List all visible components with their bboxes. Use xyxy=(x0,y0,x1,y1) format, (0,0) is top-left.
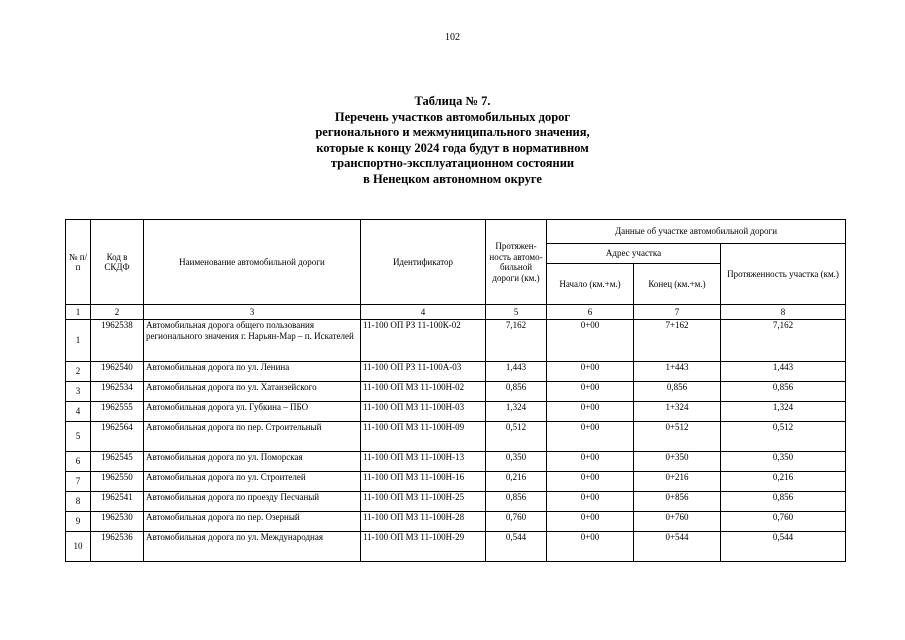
table-row xyxy=(66,492,846,512)
start-cell: 0+00 xyxy=(547,382,634,402)
table-row xyxy=(66,512,846,532)
start-cell: 0+00 xyxy=(547,532,634,562)
road-name-cell: Автомобильная дорога по ул. Хатанзейского xyxy=(144,382,361,402)
header-identifier: Идентификатор xyxy=(361,220,486,305)
table-row xyxy=(66,472,846,492)
column-number-row xyxy=(66,305,846,320)
column-number: 2 xyxy=(91,305,144,320)
row-number-cell: 2 xyxy=(66,362,91,382)
section-length-cell: 0,512 xyxy=(721,422,846,452)
length-cell: 1,324 xyxy=(486,402,547,422)
table-row xyxy=(66,382,846,402)
table-body xyxy=(66,320,846,562)
title-line: Перечень участков автомобильных дорог xyxy=(334,109,571,124)
column-number: 8 xyxy=(721,305,846,320)
row-number-cell: 1 xyxy=(66,320,91,362)
length-cell: 0,856 xyxy=(486,382,547,402)
section-length-cell: 7,162 xyxy=(721,320,846,362)
end-cell: 0+760 xyxy=(634,512,721,532)
length-cell: 0,350 xyxy=(486,452,547,472)
column-number: 5 xyxy=(486,305,547,320)
identifier-cell: 11-100 ОП МЗ 11-100Н-09 xyxy=(361,422,486,452)
column-number: 1 xyxy=(66,305,91,320)
header-code: Код в СКДФ xyxy=(91,220,144,305)
header-end: Конец (км.+м.) xyxy=(634,264,721,305)
end-cell: 0,856 xyxy=(634,382,721,402)
row-number-cell: 3 xyxy=(66,382,91,402)
end-cell: 1+443 xyxy=(634,362,721,382)
length-cell: 0,856 xyxy=(486,492,547,512)
table-header xyxy=(66,220,846,320)
code-cell: 1962534 xyxy=(91,382,144,402)
end-cell: 1+324 xyxy=(634,402,721,422)
section-length-cell: 0,856 xyxy=(721,382,846,402)
table-row xyxy=(66,320,846,362)
table-title xyxy=(0,94,905,187)
end-cell: 0+512 xyxy=(634,422,721,452)
column-number: 6 xyxy=(547,305,634,320)
start-cell: 0+00 xyxy=(547,452,634,472)
section-length-cell: 1,324 xyxy=(721,402,846,422)
section-length-cell: 0,350 xyxy=(721,452,846,472)
identifier-cell: 11-100 ОП МЗ 11-100Н-02 xyxy=(361,382,486,402)
column-number: 3 xyxy=(144,305,361,320)
header-section-address: Адрес участка xyxy=(547,244,721,264)
row-number-cell: 9 xyxy=(66,512,91,532)
start-cell: 0+00 xyxy=(547,422,634,452)
table-row xyxy=(66,532,846,562)
row-number-cell: 6 xyxy=(66,452,91,472)
road-name-cell: Автомобильная дорога общего пользования регионального значения г. Нарьян-Мар – п. Искателей xyxy=(144,320,361,362)
identifier-cell: 11-100 ОП МЗ 11-100Н-03 xyxy=(361,402,486,422)
page-number: 102 xyxy=(445,32,460,43)
roads-table xyxy=(65,219,846,562)
length-cell: 1,443 xyxy=(486,362,547,382)
header-section-length: Протяженность участка (км.) xyxy=(721,244,846,305)
section-length-cell: 1,443 xyxy=(721,362,846,382)
row-number-cell: 7 xyxy=(66,472,91,492)
title-line: регионального и межмуниципального значения, xyxy=(315,125,590,139)
end-cell: 7+162 xyxy=(634,320,721,362)
section-length-cell: 0,760 xyxy=(721,512,846,532)
road-name-cell: Автомобильная дорога по проезду Песчаный xyxy=(144,492,361,512)
road-name-cell: Автомобильная дорога по пер. Строительный xyxy=(144,422,361,452)
header-section-data: Данные об участке автомобильной дороги xyxy=(547,220,846,244)
section-length-cell: 0,856 xyxy=(721,492,846,512)
header-start: Начало (км.+м.) xyxy=(547,264,634,305)
identifier-cell: 11-100 ОП МЗ 11-100Н-28 xyxy=(361,512,486,532)
title-line: в Ненецком автономном округе xyxy=(363,171,542,186)
row-number-cell: 4 xyxy=(66,402,91,422)
identifier-cell: 11-100 ОП РЗ 11-100А-03 xyxy=(361,362,486,382)
identifier-cell: 11-100 ОП МЗ 11-100Н-29 xyxy=(361,532,486,562)
table-row xyxy=(66,402,846,422)
title-line: транспортно-эксплуатационном состоянии xyxy=(330,156,575,170)
code-cell: 1962530 xyxy=(91,512,144,532)
code-cell: 1962541 xyxy=(91,492,144,512)
end-cell: 0+544 xyxy=(634,532,721,562)
header-length: Протяжен-ность автомо-бильной дороги (км.) xyxy=(486,220,547,305)
road-name-cell: Автомобильная дорога по ул. Ленина xyxy=(144,362,361,382)
row-number-cell: 5 xyxy=(66,422,91,452)
title-line: Таблица № 7. xyxy=(414,94,491,108)
length-cell: 0,760 xyxy=(486,512,547,532)
identifier-cell: 11-100 ОП МЗ 11-100Н-13 xyxy=(361,452,486,472)
road-name-cell: Автомобильная дорога по пер. Озерный xyxy=(144,512,361,532)
code-cell: 1962536 xyxy=(91,532,144,562)
length-cell: 7,162 xyxy=(486,320,547,362)
table-row xyxy=(66,422,846,452)
column-number: 4 xyxy=(361,305,486,320)
row-number-cell: 8 xyxy=(66,492,91,512)
end-cell: 0+216 xyxy=(634,472,721,492)
code-cell: 1962545 xyxy=(91,452,144,472)
identifier-cell: 11-100 ОП РЗ 11-100К-02 xyxy=(361,320,486,362)
start-cell: 0+00 xyxy=(547,362,634,382)
length-cell: 0,512 xyxy=(486,422,547,452)
start-cell: 0+00 xyxy=(547,320,634,362)
code-cell: 1962538 xyxy=(91,320,144,362)
start-cell: 0+00 xyxy=(547,472,634,492)
code-cell: 1962555 xyxy=(91,402,144,422)
length-cell: 0,544 xyxy=(486,532,547,562)
header-name: Наименование автомобильной дороги xyxy=(144,220,361,305)
identifier-cell: 11-100 ОП МЗ 11-100Н-16 xyxy=(361,472,486,492)
road-name-cell: Автомобильная дорога ул. Губкина – ПБО xyxy=(144,402,361,422)
title-line: которые к концу 2024 года будут в нормативном xyxy=(316,140,589,155)
code-cell: 1962564 xyxy=(91,422,144,452)
length-cell: 0,216 xyxy=(486,472,547,492)
section-length-cell: 0,544 xyxy=(721,532,846,562)
code-cell: 1962550 xyxy=(91,472,144,492)
column-number: 7 xyxy=(634,305,721,320)
start-cell: 0+00 xyxy=(547,492,634,512)
row-number-cell: 10 xyxy=(66,532,91,562)
end-cell: 0+856 xyxy=(634,492,721,512)
start-cell: 0+00 xyxy=(547,512,634,532)
end-cell: 0+350 xyxy=(634,452,721,472)
road-name-cell: Автомобильная дорога по ул. Поморская xyxy=(144,452,361,472)
table-row xyxy=(66,362,846,382)
identifier-cell: 11-100 ОП МЗ 11-100Н-25 xyxy=(361,492,486,512)
header-num: № п/п xyxy=(66,220,91,305)
road-name-cell: Автомобильная дорога по ул. Строителей xyxy=(144,472,361,492)
code-cell: 1962540 xyxy=(91,362,144,382)
start-cell: 0+00 xyxy=(547,402,634,422)
table-row xyxy=(66,452,846,472)
road-name-cell: Автомобильная дорога по ул. Международная xyxy=(144,532,361,562)
section-length-cell: 0,216 xyxy=(721,472,846,492)
